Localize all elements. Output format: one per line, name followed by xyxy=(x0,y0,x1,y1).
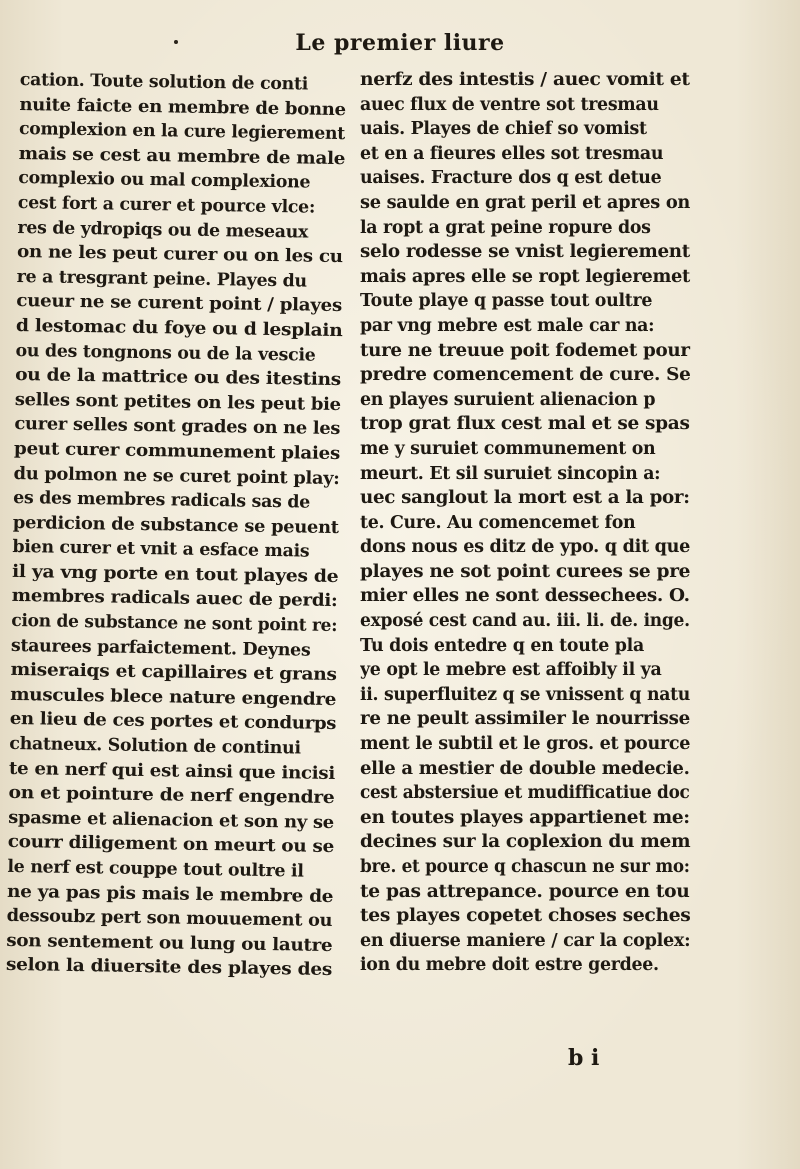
text-line: cest abstersiue et mudifficatiue doc xyxy=(360,783,690,804)
text-line: cueur ne se curent point / playes xyxy=(16,291,343,317)
text-line: ture ne treuue poit fodemet pour xyxy=(360,340,690,361)
text-line: decines sur la coplexion du mem xyxy=(360,832,691,853)
text-line: d lestomac du foye ou d lesplain xyxy=(15,315,343,342)
text-line: cion de substance ne sont point re: xyxy=(11,610,338,637)
text-line: exposé cest cand au. iii. li. de. inge. xyxy=(360,611,690,632)
text-line: mier elles ne sont dessechees. O. xyxy=(360,586,690,607)
text-line: on et pointure de nerf engendre xyxy=(8,783,335,809)
text-line: du polmon ne se curet point play: xyxy=(13,463,340,489)
header-dot xyxy=(174,40,178,44)
text-line: on ne les peut curer ou on les cu xyxy=(16,242,343,268)
text-line: membres radicals auec de perdi: xyxy=(11,586,338,612)
text-line: meurt. Et sil suruiet sincopin a: xyxy=(360,463,661,484)
text-line: elle a mestier de double medecie. xyxy=(360,758,690,779)
text-line: en lieu de ces portes et condurps xyxy=(9,709,337,735)
text-line: re ne peult assimiler le nourrisse xyxy=(360,709,690,730)
text-line: me y suruiet communement on xyxy=(360,438,656,459)
text-line: dons nous es ditz de ypo. q dit que xyxy=(360,537,691,558)
text-line: tes playes copetet choses seches xyxy=(360,906,691,927)
page-title: Le premier liure xyxy=(295,30,505,56)
text-line: auec flux de ventre sot tresmau xyxy=(360,94,659,115)
text-line: perdicion de substance se peuent xyxy=(12,512,339,538)
text-line: ii. superfluitez q se vnissent q natu xyxy=(360,684,691,705)
text-line: Tu dois entedre q en toute pla xyxy=(360,635,644,656)
text-line: se saulde en grat peril et apres on xyxy=(360,192,690,213)
text-line: muscules blece nature engendre xyxy=(9,684,337,710)
text-line: te en nerf qui est ainsi que incisi xyxy=(8,758,336,784)
text-line: son sentement ou lung ou lautre xyxy=(6,930,333,956)
text-line: miseraiqs et capillaires et grans xyxy=(10,660,337,686)
signature-mark: b i xyxy=(568,1045,600,1071)
text-line: te pas attrepance. pource en tou xyxy=(360,881,690,902)
text-line: ye opt le mebre est affoibly il ya xyxy=(360,660,662,681)
text-line: courr diligement on meurt ou se xyxy=(7,832,335,858)
text-line: peut curer communement plaies xyxy=(13,438,341,464)
text-line: dessoubz pert son mouuement ou xyxy=(6,906,333,932)
text-line: complexio ou mal complexione xyxy=(18,168,311,193)
text-line: selon la diuersite des playes des xyxy=(5,955,333,981)
text-line: cation. Toute solution de conti xyxy=(19,69,309,95)
running-header xyxy=(200,30,600,56)
text-line: par vng mebre est male car na: xyxy=(360,315,655,336)
text-line: selles sont petites on les peut bie xyxy=(14,389,341,415)
text-line: trop grat flux cest mal et se spas xyxy=(360,414,690,435)
text-line: ne ya pas pis mais le membre de xyxy=(6,881,334,907)
text-line: nerfz des intestis / auec vomit et xyxy=(360,70,690,90)
text-line: staurees parfaictement. Deynes xyxy=(10,635,311,661)
right-text-column xyxy=(360,68,690,978)
text-line: chatneux. Solution de continui xyxy=(9,733,301,759)
text-line: en playes suruient alienacion p xyxy=(360,389,656,410)
text-line: re a tresgrant peine. Playes du xyxy=(16,266,307,292)
text-line: ou des tongnons ou de la vescie xyxy=(15,340,316,366)
text-line: la ropt a grat peine ropure dos xyxy=(360,217,651,238)
text-line: il ya vng porte en tout playes de xyxy=(11,561,339,587)
text-line: uec sanglout la mort est a la por: xyxy=(360,488,690,509)
text-line: et en a fieures elles sot tresmau xyxy=(360,143,664,164)
text-line: nuite faicte en membre de bonne xyxy=(19,94,346,120)
text-line: curer selles sont grades on ne les xyxy=(14,414,341,440)
text-line: predre comencement de cure. Se xyxy=(360,365,691,386)
text-line: uaises. Fracture dos q est detue xyxy=(360,168,662,189)
text-line: playes ne sot point curees se pre xyxy=(360,561,691,582)
text-line: te. Cure. Au comencemet fon xyxy=(360,512,636,533)
text-line: mais apres elle se ropt legieremet xyxy=(360,266,690,287)
left-text-column xyxy=(6,68,346,983)
text-line: res de ydropiqs ou de meseaux xyxy=(17,217,309,243)
text-line: en diuerse maniere / car la coplex: xyxy=(360,930,691,951)
text-line: en toutes playes appartienet me: xyxy=(360,807,690,828)
text-line: complexion en la cure legierement xyxy=(18,119,346,145)
text-line: cest fort a curer et pource vlce: xyxy=(17,192,316,218)
text-line: spasme et alienacion et son ny se xyxy=(8,807,334,833)
text-line: bre. et pource q chascun ne sur mo: xyxy=(360,857,690,877)
text-line: bien curer et vnit a esface mais xyxy=(12,537,310,562)
text-line: es des membres radicals sas de xyxy=(13,488,311,513)
text-line: mais se cest au membre de male xyxy=(18,143,346,169)
text-line: ion du mebre doit estre gerdee. xyxy=(360,955,659,976)
text-line: le nerf est couppe tout oultre il xyxy=(7,856,304,882)
text-line: selo rodesse se vnist legierement xyxy=(360,242,690,263)
text-line: Toute playe q passe tout oultre xyxy=(360,291,653,312)
text-line: ou de la mattrice ou des itestins xyxy=(15,365,342,391)
text-line: uais. Playes de chief so vomist xyxy=(360,119,647,140)
text-line: ment le subtil et le gros. et pource xyxy=(360,734,691,755)
